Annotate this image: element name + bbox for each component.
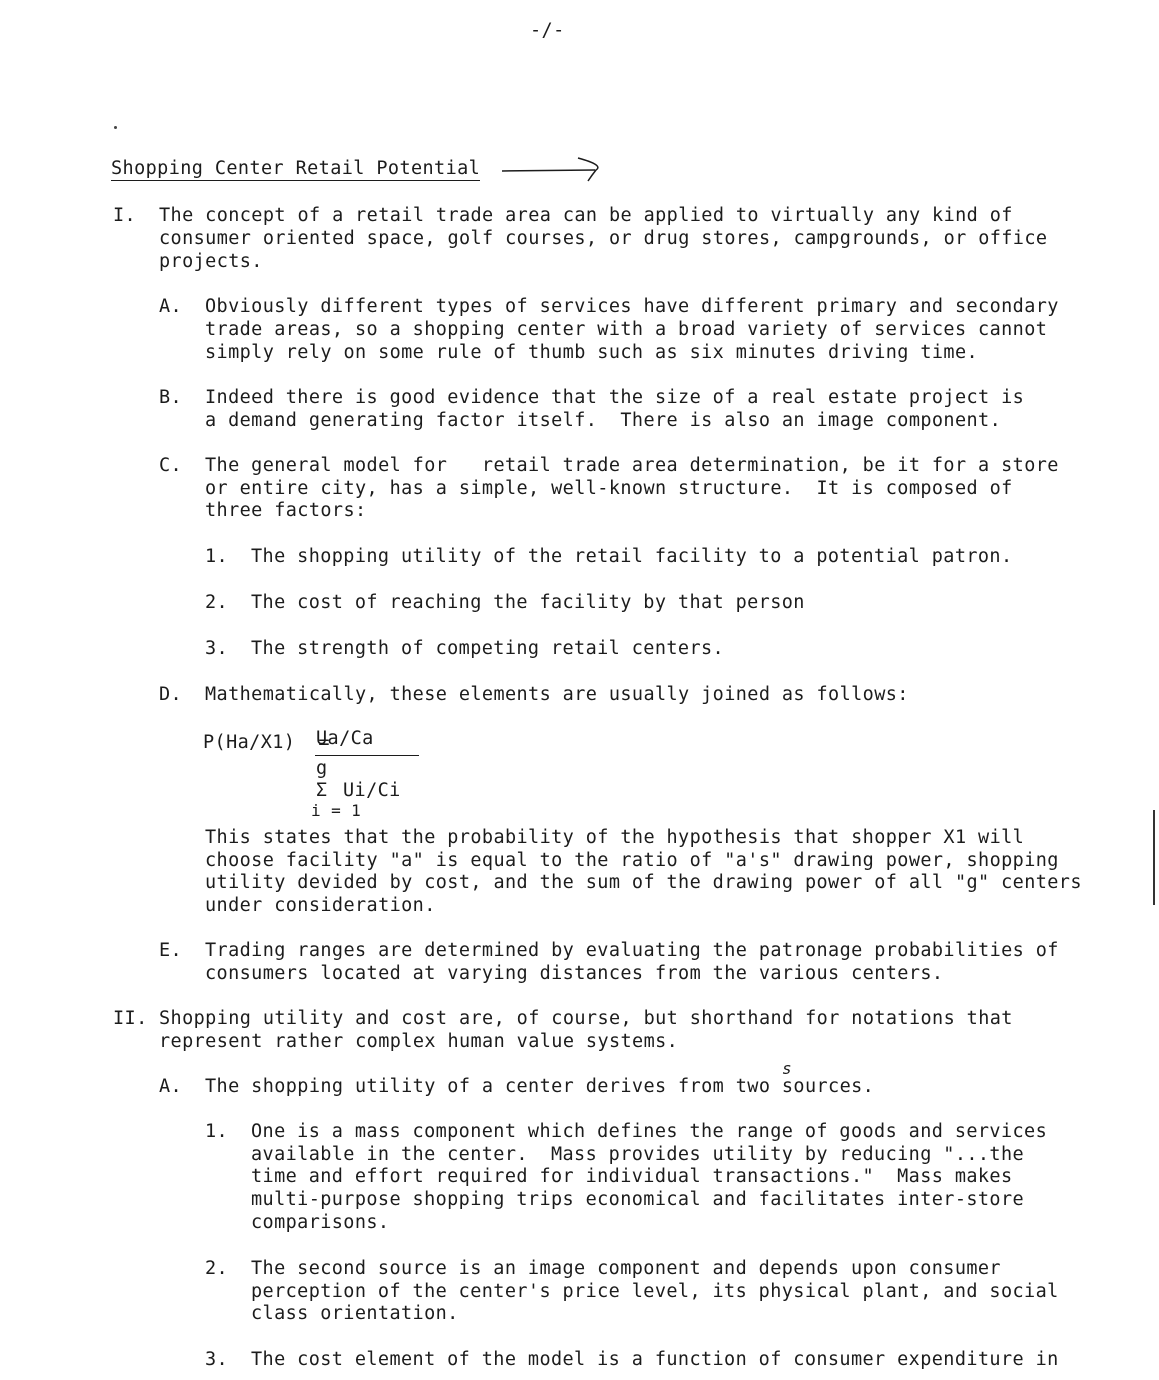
sum-lower-limit: i = 1: [311, 801, 362, 820]
paragraph-line: or entire city, has a simple, well-known structure. It is composed of: [205, 478, 1013, 499]
paragraph-line: choose facility "a" is equal to the ratio of "a's" drawing power, shopping: [205, 850, 1059, 871]
subitem-text: The cost of reaching the facility by that person: [251, 592, 805, 613]
formula-denominator: Ui/Ci: [343, 780, 401, 801]
subitem-text: perception of the center's price level, its physical plant, and social: [251, 1281, 1059, 1302]
paragraph-line: Shopping utility and cost are, of course, but shorthand for notations that: [159, 1008, 1013, 1029]
paragraph-line: a demand generating factor itself. There is also an image component.: [205, 410, 1002, 431]
subitem-text: time and effort required for individual transactions." Mass makes: [251, 1166, 1013, 1187]
paragraph-line: The shopping utility of a center derives from two sources.: [205, 1076, 875, 1097]
subitem-text: available in the center. Mass provides utility by reducing "...the: [251, 1144, 1025, 1165]
paragraph-line: under consideration.: [205, 895, 436, 916]
subitem-text: class orientation.: [251, 1303, 459, 1324]
item-marker: E.: [159, 940, 183, 961]
paragraph-line: three factors:: [205, 500, 367, 521]
paragraph-line: simply rely on some rule of thumb such as six minutes driving time.: [205, 342, 979, 363]
probability-formula: [203, 728, 503, 828]
subitem-text: One is a mass component which defines the range of goods and services: [251, 1121, 1048, 1142]
paragraph-line: Indeed there is good evidence that the size of a real estate project is: [205, 387, 1025, 408]
paragraph-line: Obviously different types of services have different primary and secondary: [205, 296, 1059, 317]
paragraph-line: Mathematically, these elements are usually joined as follows:: [205, 684, 909, 705]
stray-mark: [114, 126, 117, 129]
subitem-text: The shopping utility of the retail facility to a potential patron.: [251, 546, 1013, 567]
item-marker: B.: [159, 387, 183, 408]
paragraph-line: The concept of a retail trade area can be applied to virtually any kind of: [159, 205, 1013, 226]
page-number: -/-: [530, 20, 565, 41]
item-marker: C.: [159, 455, 183, 476]
item-marker: A.: [159, 296, 183, 317]
arrow-icon: [500, 155, 610, 185]
subitem-marker: 1.: [205, 1121, 229, 1142]
item-marker: D.: [159, 684, 183, 705]
item-marker: A.: [159, 1076, 183, 1097]
subitem-text: The strength of competing retail centers.: [251, 638, 725, 659]
margin-line: [1153, 810, 1155, 905]
subitem-text: The cost element of the model is a function of consumer expenditure in: [251, 1349, 1059, 1370]
fraction-bar: [315, 755, 419, 756]
paragraph-line: consumer oriented space, golf courses, or drug stores, campgrounds, or office: [159, 228, 1048, 249]
handwritten-correction: s: [782, 1059, 793, 1078]
paragraph-line: trade areas, so a shopping center with a broad variety of services cannot: [205, 319, 1048, 340]
subitem-marker: 3.: [205, 638, 229, 659]
subitem-marker: 3.: [205, 1349, 229, 1370]
subitem-marker: 1.: [205, 546, 229, 567]
subitem-marker: 2.: [205, 592, 229, 613]
paragraph-line: The general model for retail trade area determination, be it for a store: [205, 455, 1059, 476]
section-marker: II.: [113, 1008, 148, 1029]
paragraph-line: utility devided by cost, and the sum of the drawing power of all "g" centers: [205, 872, 1082, 893]
paragraph-line: represent rather complex human value systems.: [159, 1031, 679, 1052]
formula-numerator: Ua/Ca: [316, 728, 374, 749]
paragraph-line: This states that the probability of the hypothesis that shopper X1 will: [205, 827, 1025, 848]
formula-lhs: P(Ha/X1) =: [203, 732, 330, 753]
sum-upper-limit: g: [316, 758, 328, 779]
section-marker: I.: [113, 205, 137, 226]
sum-symbol: Σ: [316, 780, 328, 801]
page-title: Shopping Center Retail Potential: [111, 158, 481, 179]
paragraph-line: Trading ranges are determined by evaluating the patronage probabilities of: [205, 940, 1059, 961]
subitem-text: multi-purpose shopping trips economical and facilitates inter-store: [251, 1189, 1025, 1210]
paragraph-line: consumers located at varying distances from the various centers.: [205, 963, 944, 984]
subitem-text: The second source is an image component and depends upon consumer: [251, 1258, 1001, 1279]
paragraph-line: projects.: [159, 251, 263, 272]
subitem-marker: 2.: [205, 1258, 229, 1279]
subitem-text: comparisons.: [251, 1212, 390, 1233]
